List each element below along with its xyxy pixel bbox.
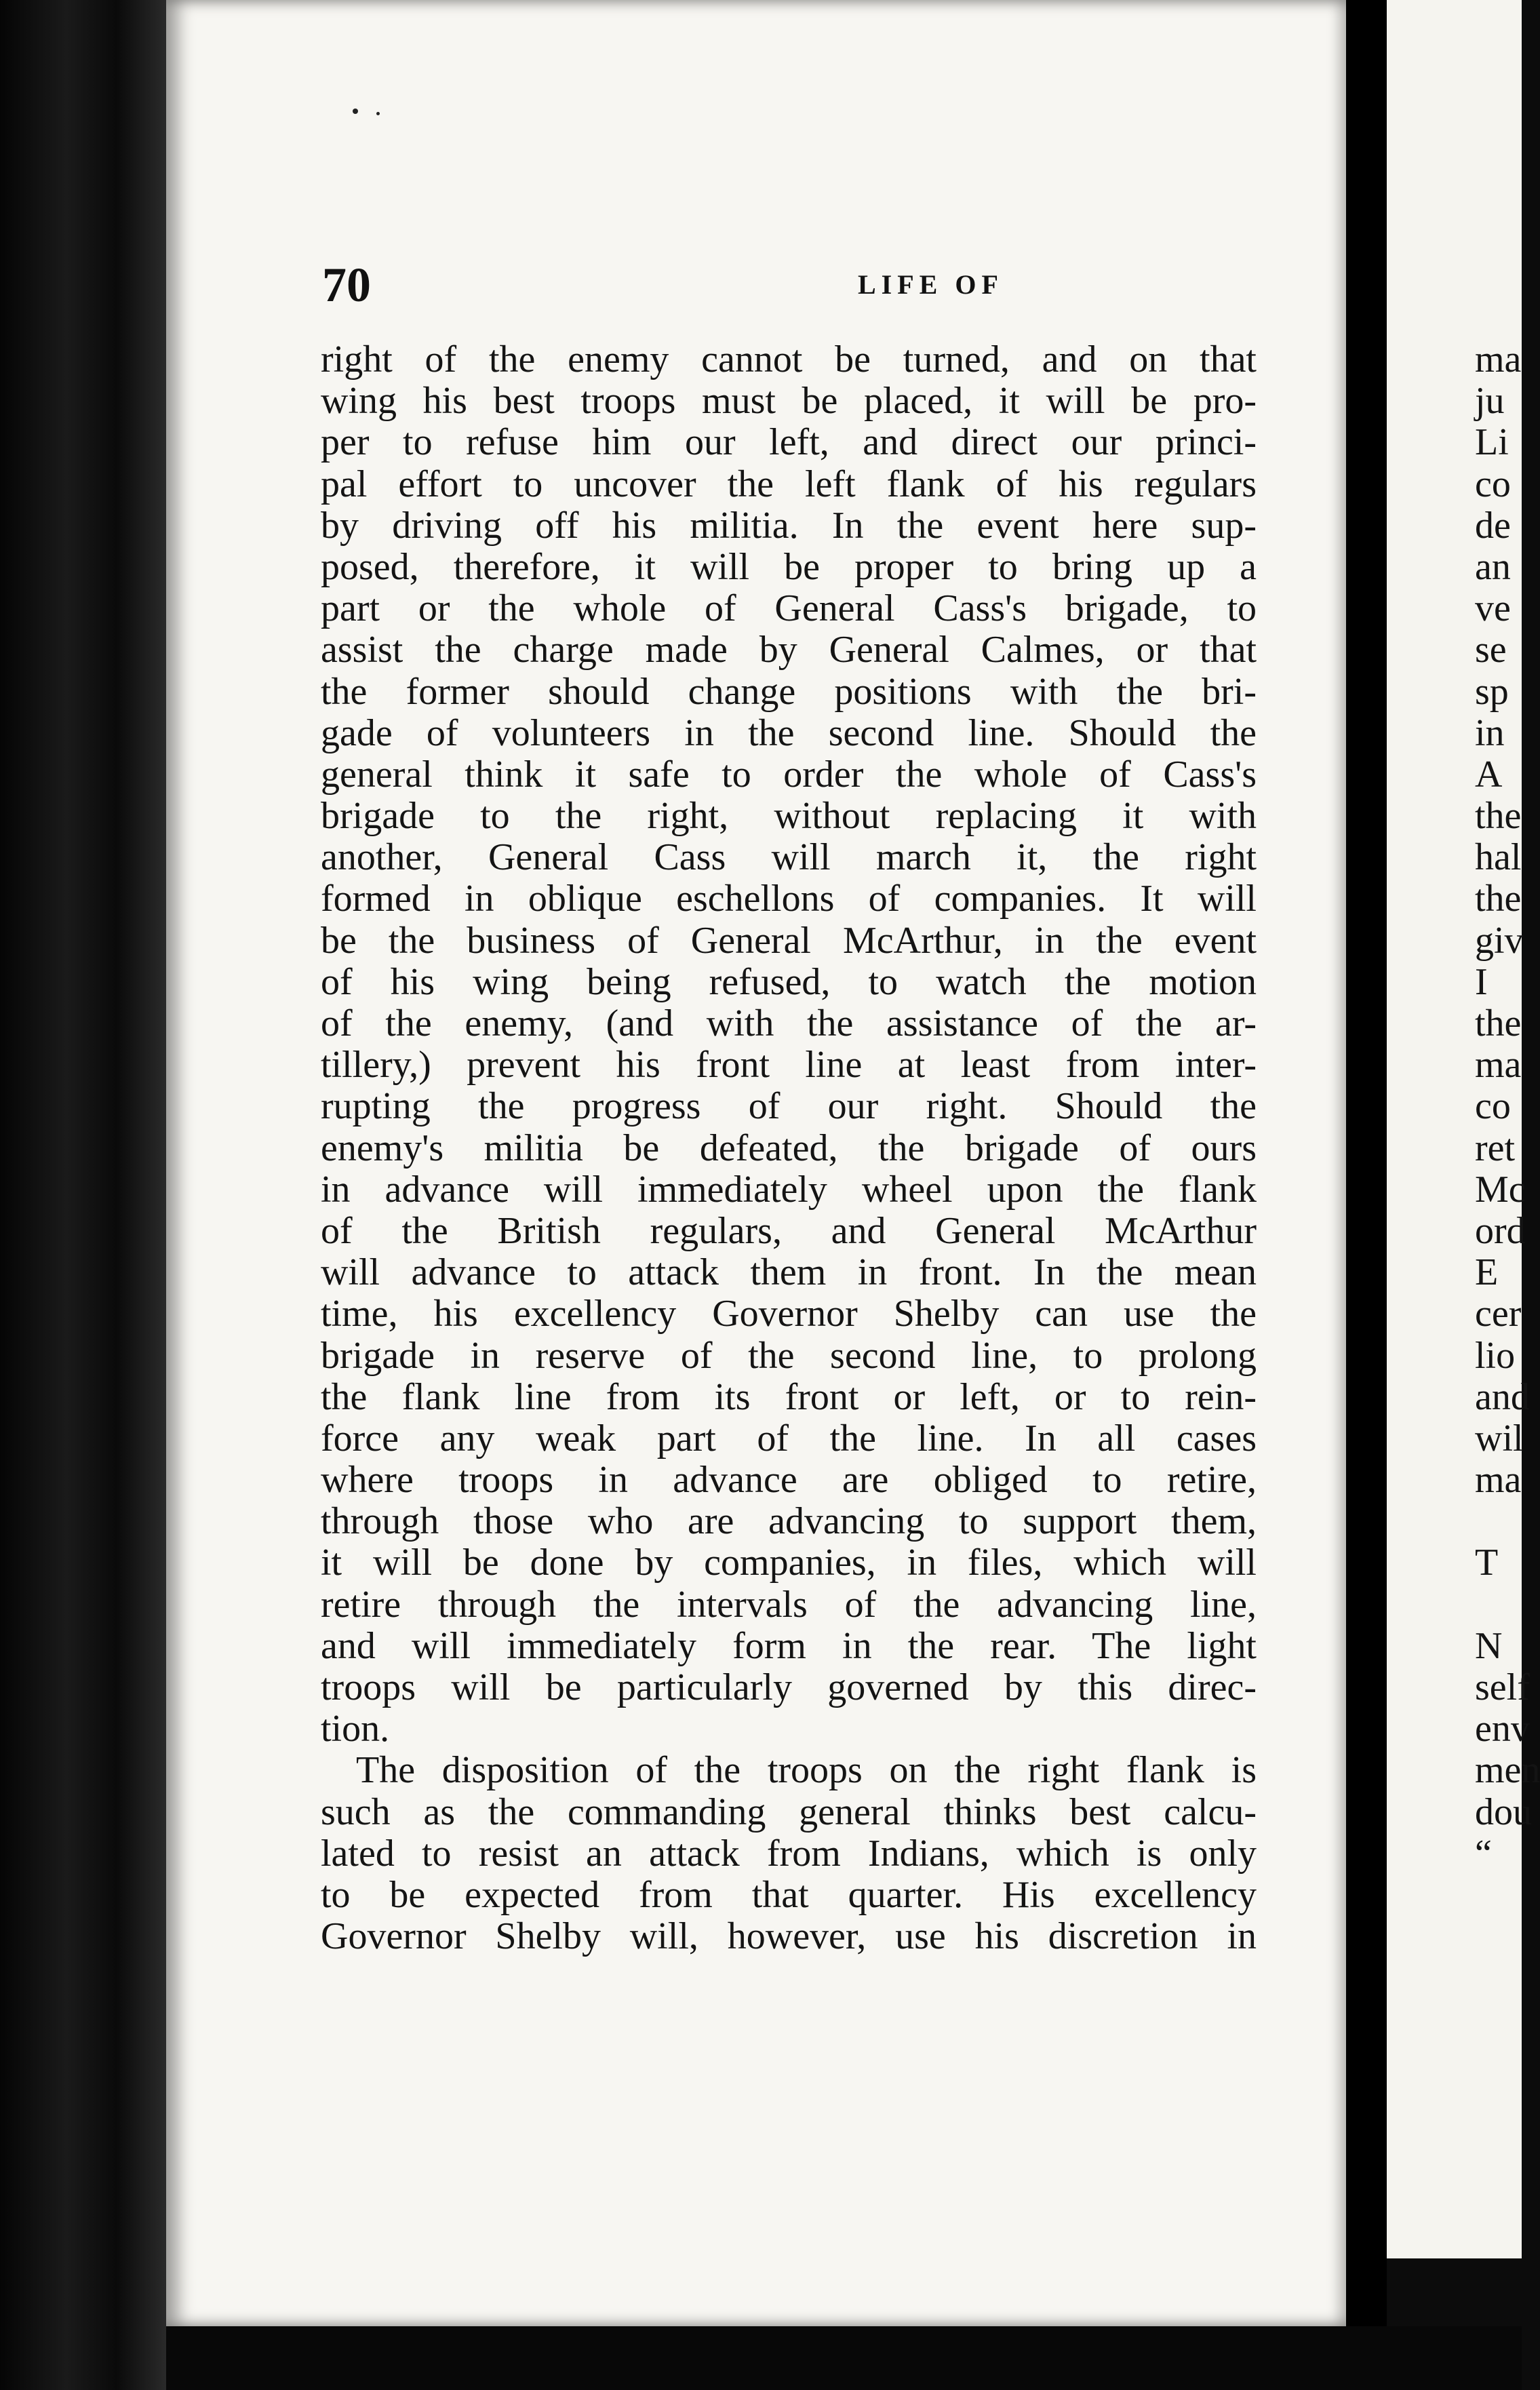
- text-line: retire through the intervals of the advancing line,: [321, 1583, 1257, 1626]
- facing-page-fragment: men: [1475, 1749, 1540, 1792]
- text-line: enemy's militia be defeated, the brigade of ours: [321, 1127, 1257, 1169]
- text-line: gade of volunteers in the second line. Should the: [321, 711, 1257, 754]
- text-line: tion.: [321, 1708, 390, 1750]
- binding-gutter: [1346, 0, 1387, 2390]
- facing-page-fragment: sp: [1475, 670, 1509, 713]
- text-line: assist the charge made by General Calmes, or that: [321, 629, 1257, 671]
- facing-page-fragment: co: [1475, 1085, 1511, 1128]
- text-line: general think it safe to order the whole of Cass's: [321, 753, 1257, 796]
- body-text: [321, 339, 1257, 1957]
- text-line: through those who are advancing to support them,: [321, 1500, 1257, 1543]
- facing-page-fragment: I: [1475, 960, 1488, 1003]
- running-title: LIFE OF: [858, 269, 1004, 300]
- facing-page-fragment: ret: [1475, 1127, 1516, 1169]
- text-line: tillery,) prevent his front line at least from inter-: [321, 1044, 1257, 1086]
- facing-page-fragment: self: [1475, 1666, 1530, 1708]
- speck: [353, 109, 358, 114]
- facing-page-fragment: ord: [1475, 1209, 1526, 1252]
- text-line: per to refuse him our left, and direct our princi-: [321, 421, 1257, 464]
- book-page: [166, 0, 1346, 2326]
- text-line: by driving off his militia. In the event here sup-: [321, 504, 1257, 547]
- text-line: of his wing being refused, to watch the motion: [321, 960, 1257, 1003]
- scanner-edge: [0, 0, 166, 2390]
- text-line: force any weak part of the line. In all cases: [321, 1417, 1257, 1460]
- facing-page-text: [1475, 339, 1540, 1875]
- facing-page-fragment: Mc: [1475, 1168, 1526, 1211]
- text-line: brigade to the right, without replacing it with: [321, 795, 1257, 838]
- text-line: right of the enemy cannot be turned, and on that: [321, 338, 1257, 380]
- text-line: Governor Shelby will, however, use his discretion in: [321, 1915, 1257, 1958]
- facing-page-fragment: ju: [1475, 380, 1505, 423]
- text-line: brigade in reserve of the second line, to prolong: [321, 1334, 1257, 1377]
- text-line: part or the whole of General Cass's brigade, to: [321, 587, 1257, 630]
- text-line: of the enemy, (and with the assistance of the ar-: [321, 1002, 1257, 1044]
- facing-page-fragment: the: [1475, 878, 1522, 920]
- facing-page-fragment: “: [1475, 1832, 1492, 1875]
- text-line: troops will be particularly governed by this direc-: [321, 1666, 1257, 1708]
- text-line: another, General Cass will march it, the right: [321, 836, 1257, 879]
- facing-page: [1387, 0, 1540, 2258]
- facing-page-fragment: co: [1475, 463, 1511, 505]
- facing-page-fragment: giv: [1475, 919, 1524, 962]
- facing-page-fragment: and: [1475, 1375, 1530, 1418]
- facing-page-fragment: T: [1475, 1542, 1499, 1584]
- running-head: [322, 254, 1258, 315]
- facing-page-fragment: dou: [1475, 1790, 1532, 1833]
- facing-page-fragment: Li: [1475, 421, 1509, 464]
- text-line: the flank line from its front or left, or to rein-: [321, 1375, 1257, 1418]
- text-line: of the British regulars, and General McArthur: [321, 1209, 1257, 1252]
- facing-page-fragment: ma: [1475, 1459, 1522, 1502]
- facing-page-fragment: lio: [1475, 1334, 1516, 1377]
- text-line: where troops in advance are obliged to retire,: [321, 1459, 1257, 1502]
- facing-page-fragment: the: [1475, 795, 1522, 838]
- facing-page-fragment: A: [1475, 753, 1503, 796]
- text-line: will advance to attack them in front. In the mean: [321, 1251, 1257, 1294]
- facing-page-fragment: hal: [1475, 836, 1522, 879]
- text-line: to be expected from that quarter. His excellency: [321, 1873, 1257, 1916]
- facing-page-fragment: in: [1475, 711, 1505, 754]
- facing-page-fragment: ma: [1475, 338, 1522, 380]
- facing-page-fragment: N: [1475, 1624, 1503, 1667]
- text-line: it will be done by companies, in files, which will: [321, 1542, 1257, 1584]
- text-line: pal effort to uncover the left flank of his regulars: [321, 463, 1257, 505]
- text-line: posed, therefore, it will be proper to bring up a: [321, 545, 1257, 588]
- facing-page-fragment: ma: [1475, 1044, 1522, 1086]
- facing-page-fragment: E: [1475, 1251, 1499, 1294]
- text-line: be the business of General McArthur, in the event: [321, 919, 1257, 962]
- text-line: the former should change positions with the bri-: [321, 670, 1257, 713]
- page-number: 70: [322, 258, 371, 312]
- facing-page-fragment: [1475, 1501, 1540, 1542]
- facing-page-fragment: cer: [1475, 1293, 1522, 1335]
- facing-page-fragment: the: [1475, 1002, 1522, 1044]
- text-line: The disposition of the troops on the right flank is: [356, 1749, 1257, 1792]
- text-line: time, his excellency Governor Shelby can use the: [321, 1293, 1257, 1335]
- text-line: lated to resist an attack from Indians, which is only: [321, 1832, 1257, 1875]
- facing-page-fragment: ve: [1475, 587, 1511, 630]
- facing-page-fragment: se: [1475, 629, 1507, 671]
- facing-page-fragment: [1475, 1584, 1540, 1626]
- text-line: wing his best troops must be placed, it will be pro-: [321, 380, 1257, 423]
- scan-bottom-edge: [166, 2326, 1522, 2390]
- text-line: and will immediately form in the rear. The light: [321, 1624, 1257, 1667]
- facing-page-fragment: wil: [1475, 1417, 1524, 1460]
- facing-page-fragment: de: [1475, 504, 1511, 547]
- facing-page-fragment: an: [1475, 545, 1511, 588]
- text-line: such as the commanding general thinks best calcu-: [321, 1790, 1257, 1833]
- speck: [376, 112, 380, 115]
- text-line: in advance will immediately wheel upon the flank: [321, 1168, 1257, 1211]
- facing-page-fragment: env: [1475, 1708, 1530, 1750]
- text-line: rupting the progress of our right. Should the: [321, 1085, 1257, 1128]
- text-line: formed in oblique eschellons of companies. It will: [321, 878, 1257, 920]
